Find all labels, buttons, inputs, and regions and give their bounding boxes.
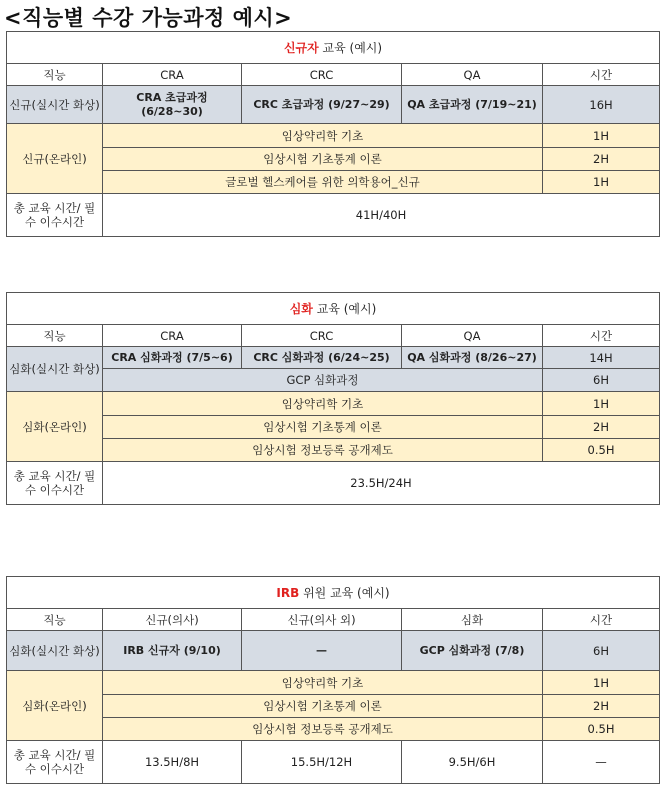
course-cell: CRC 초급과정 (9/27~29)	[242, 86, 402, 124]
live-row	[7, 347, 660, 369]
total-value: 9.5H/6H	[402, 741, 543, 784]
online-label: 심화(온라인)	[7, 392, 103, 462]
live-row	[7, 86, 660, 124]
course-cell: 임상시험 기초통계 이론	[103, 416, 543, 439]
course-cell: CRA 심화과정 (7/5~6)	[103, 347, 242, 369]
hours-cell: 16H	[543, 86, 660, 124]
online-label: 신규(온라인)	[7, 124, 103, 194]
live-label: 신규(실시간 화상)	[7, 86, 103, 124]
title-highlight: 심화	[289, 301, 313, 316]
course-cell: GCP 심화과정	[103, 369, 543, 392]
hours-cell: 2H	[543, 416, 660, 439]
course-cell: 임상약리학 기초	[103, 124, 543, 148]
online-row	[7, 416, 660, 439]
advanced-table	[6, 292, 660, 505]
online-row	[7, 148, 660, 171]
total-value: 15.5H/12H	[242, 741, 402, 784]
header-cell: CRA	[103, 64, 242, 86]
online-row	[7, 439, 660, 462]
hours-cell: 1H	[543, 171, 660, 194]
hours-cell: 1H	[543, 392, 660, 416]
online-row	[7, 695, 660, 718]
course-cell: 임상시험 정보등록 공개제도	[103, 439, 543, 462]
online-row	[7, 171, 660, 194]
header-cell: 심화	[402, 609, 543, 631]
header-cell: 신규(의사 외)	[242, 609, 402, 631]
hours-cell: 6H	[543, 369, 660, 392]
hours-cell: 1H	[543, 671, 660, 695]
online-row	[7, 392, 660, 416]
online-row	[7, 718, 660, 741]
header-cell: CRA	[103, 325, 242, 347]
header-cell: 직능	[7, 609, 103, 631]
course-cell: CRA 초급과정 (6/28~30)	[103, 86, 242, 124]
online-label: 심화(온라인)	[7, 671, 103, 741]
header-cell: 시간	[543, 325, 660, 347]
header-row	[7, 609, 660, 631]
title-highlight: IRB	[276, 585, 300, 600]
course-cell: 임상시험 정보등록 공개제도	[103, 718, 543, 741]
course-cell: IRB 신규자 (9/10)	[103, 631, 242, 671]
total-value: 23.5H/24H	[103, 462, 660, 505]
table-title	[7, 293, 660, 325]
title-rest: 위원 교육 (예시)	[299, 585, 390, 600]
total-value: 13.5H/8H	[103, 741, 242, 784]
irb-table	[6, 576, 660, 784]
total-label: 총 교육 시간/ 필수 이수시간	[7, 462, 103, 505]
total-label: 총 교육 시간/ 필수 이수시간	[7, 194, 103, 237]
online-row	[7, 671, 660, 695]
header-cell: CRC	[242, 325, 402, 347]
new-staff-table	[6, 31, 660, 237]
hours-cell: 2H	[543, 148, 660, 171]
total-row	[7, 194, 660, 237]
header-cell: 시간	[543, 64, 660, 86]
total-label: 총 교육 시간/ 필수 이수시간	[7, 741, 103, 784]
header-cell: 직능	[7, 325, 103, 347]
course-cell: CRC 심화과정 (6/24~25)	[242, 347, 402, 369]
total-value: —	[543, 741, 660, 784]
table-title-row	[7, 293, 660, 325]
total-row	[7, 741, 660, 784]
hours-cell: 0.5H	[543, 439, 660, 462]
course-cell: 글로벌 헬스케어를 위한 의학용어_신규	[103, 171, 543, 194]
course-cell: 임상약리학 기초	[103, 392, 543, 416]
table-title-row	[7, 32, 660, 64]
header-cell: 직능	[7, 64, 103, 86]
table-title	[7, 32, 660, 64]
course-cell: QA 초급과정 (7/19~21)	[402, 86, 543, 124]
hours-cell: 6H	[543, 631, 660, 671]
hours-cell: 2H	[543, 695, 660, 718]
course-cell: 임상시험 기초통계 이론	[103, 148, 543, 171]
title-rest: 교육 (예시)	[312, 301, 377, 316]
hours-cell: 1H	[543, 124, 660, 148]
header-cell: CRC	[242, 64, 402, 86]
header-row	[7, 325, 660, 347]
title-highlight: 신규자	[283, 40, 319, 55]
total-row	[7, 462, 660, 505]
live-row	[7, 631, 660, 671]
course-cell: QA 심화과정 (8/26~27)	[402, 347, 543, 369]
course-cell: GCP 심화과정 (7/8)	[402, 631, 543, 671]
course-cell: —	[242, 631, 402, 671]
total-value: 41H/40H	[103, 194, 660, 237]
header-cell: 시간	[543, 609, 660, 631]
title-rest: 교육 (예시)	[318, 40, 383, 55]
page-title: <직능별 수강 가능과정 예시>	[4, 6, 293, 30]
online-row	[7, 124, 660, 148]
live-row	[7, 369, 660, 392]
header-row	[7, 64, 660, 86]
header-cell: QA	[402, 64, 543, 86]
live-label: 심화(실시간 화상)	[7, 631, 103, 671]
hours-cell: 0.5H	[543, 718, 660, 741]
table-title-row	[7, 577, 660, 609]
live-label: 심화(실시간 화상)	[7, 347, 103, 392]
header-cell: 신규(의사)	[103, 609, 242, 631]
header-cell: QA	[402, 325, 543, 347]
hours-cell: 14H	[543, 347, 660, 369]
course-cell: 임상약리학 기초	[103, 671, 543, 695]
table-title	[7, 577, 660, 609]
course-cell: 임상시험 기초통계 이론	[103, 695, 543, 718]
